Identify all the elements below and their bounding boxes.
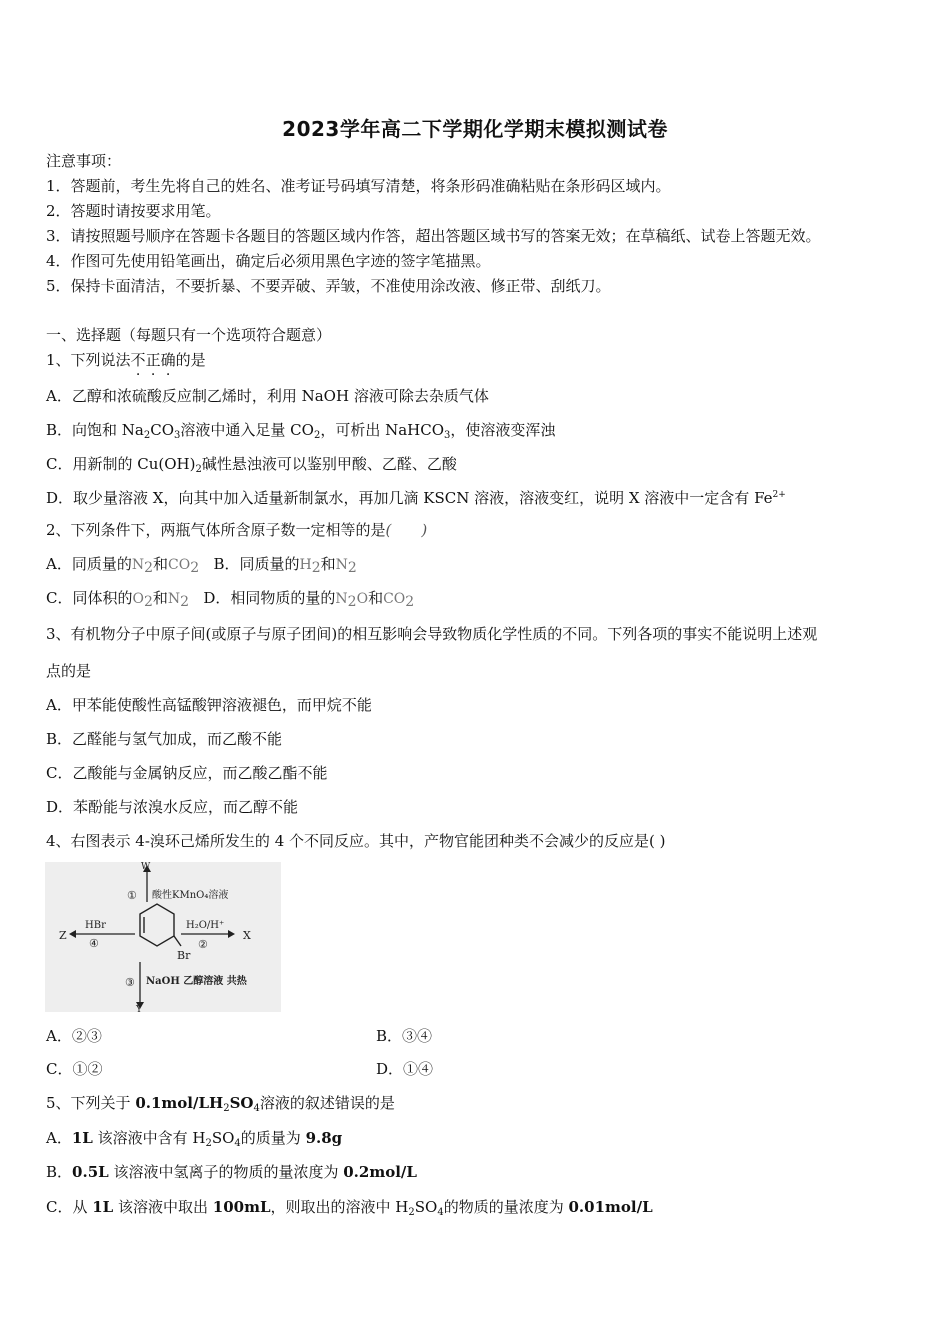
q1-option-d: D．取少量溶液 X，向其中加入适量新制氯水，再加几滴 KSCN 溶液，溶液变红，说明 X 溶液中一定含有 $Fe^{2+}$ [46,489,786,507]
notice-item-4: 4．作图可先使用铅笔画出，确定后必须用黑色字迹的签字笔描黑。 [46,252,491,270]
notice-item-1: 1．答题前，考生先将自己的姓名、准考证号码填写清楚，将条形码准确粘贴在条形码区域内。 [46,177,671,195]
product-y: Y [136,1005,142,1012]
notice-heading: 注意事项： [46,152,122,170]
q1-stem: 1、下列说法不正确的是 [46,351,206,369]
q3-stem-line2: 点的是 [46,662,92,680]
reaction-diagram [45,862,281,1012]
reaction-3-reagent: NaOH 乙醇溶液 共热 [146,976,247,987]
reaction-4-number: ④ [89,937,99,950]
cyclohexene-ring [140,904,181,946]
page-title: 2023学年高二下学期化学期末模拟测试卷 [282,117,668,141]
q1-option-b: B．向饱和 $Na_2CO_3$溶液中通入足量 $CO_2$，可析出 NaHCO$_3$，使溶液变浑浊 [46,421,556,441]
reaction-2-number: ② [198,938,208,951]
q4-option-a: A．②③ [46,1027,102,1045]
notice-item-5: 5．保持卡面清洁，不要折暴、不要弄破、弄皱，不准使用涂改液、修正带、刮纸刀。 [46,277,611,295]
q2-stem: 2、下列条件下，两瓶气体所含原子数一定相等的是( ) [46,521,428,539]
q3-option-d: D．苯酚能与浓溴水反应，而乙醇不能 [46,798,299,816]
q2-options-cd: C．同体积的$O_2$和$N_2$ D．相同物质的量的$N_2O$和$CO_2$ [46,589,415,610]
q5-option-c: C．从 1L 该溶液中取出 100mL，则取出的溶液中 $H_2SO_4$的物质的量浓度为 0.01mol/L [46,1198,653,1218]
q4-option-b: B．③④ [376,1027,433,1045]
q1-option-c: C．用新制的 $Cu(OH)_2$碱性悬浊液可以鉴别甲酸、乙醛、乙酸 [46,455,457,475]
reaction-3-number: ③ [125,976,135,989]
q3-option-b: B．乙醛能与氢气加成，而乙酸不能 [46,730,283,748]
q2-options-ab: A．同质量的$N_2$和$CO_2$ B．同质量的$H_2$和$N_2$ [46,555,357,576]
q3-option-a: A．甲苯能使酸性高锰酸钾溶液褪色，而甲烷不能 [46,696,372,714]
q4-option-d: D．①④ [376,1060,434,1078]
q1-option-a: A．乙醇和浓硫酸反应制乙烯时，利用 NaOH 溶液可除去杂质气体 [46,387,489,405]
q5-option-a: A．1L 该溶液中含有 $H_2SO_4$的质量为 9.8g [46,1129,343,1149]
q5-stem: 5、下列关于 $0.1mol/LH_2SO_4$溶液的叙述错误的是 [46,1094,395,1114]
q3-stem-line1: 3、有机物分子中原子间(或原子与原子团间)的相互影响会导致物质化学性质的不同。下列各项的事实不能说明上述观 [46,625,818,643]
reaction-1-reagent: 酸性KMnO₄溶液 [152,890,229,901]
reaction-1-number: ① [127,889,137,902]
notice-item-2: 2．答题时请按要求用笔。 [46,202,221,220]
notice-item-3: 3．请按照题号顺序在答题卡各题目的答题区域内作答，超出答题区域书写的答案无效；在草稿纸、试卷上答题无效。 [46,227,821,245]
product-x: X [243,929,251,942]
bromine-label: Br [177,949,191,962]
reaction-4-reagent: HBr [85,920,106,931]
q5-option-b: B．0.5L 该溶液中氢离子的物质的量浓度为 0.2mol/L [46,1163,417,1181]
reaction-2-reagent: H₂O/H⁺ [186,920,225,931]
q3-option-c: C．乙酸能与金属钠反应，而乙酸乙酯不能 [46,764,328,782]
q4-stem: 4、右图表示 4-溴环己烯所发生的 4 个不同反应。其中，产物官能团种类不会减少的反应是( ) [46,832,666,850]
q4-option-c: C．①② [46,1060,103,1078]
product-w: W [141,862,151,872]
product-z: Z [59,929,67,942]
section-heading: 一、选择题（每题只有一个选项符合题意） [46,326,332,344]
